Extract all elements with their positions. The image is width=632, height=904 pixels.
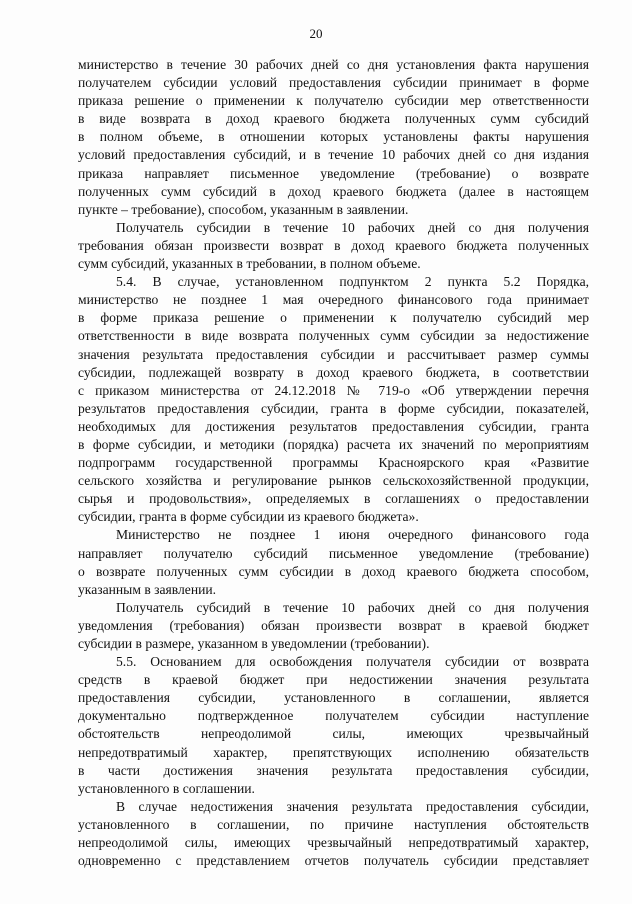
- paragraph-line: результатов предоставления субсидии, гранта в форме субсидии, показателей,: [78, 400, 589, 416]
- paragraph: [78, 526, 589, 598]
- paragraph-line: необходимых для достижения результатов предоставления субсидии, гранта: [78, 418, 589, 434]
- paragraph: [78, 56, 589, 219]
- paragraph-line: направляет получателю субсидий письменное уведомление (требование): [78, 545, 589, 561]
- paragraph-line: документально подтвержденное получателем субсидии наступление: [78, 708, 589, 724]
- paragraph-line: Получатель субсидий в течение 10 рабочих дней со дня получения: [116, 599, 589, 615]
- paragraph-line: министерство в течение 30 рабочих дней со дня установления факта нарушения: [78, 57, 589, 72]
- paragraph-line: указанным в заявлении.: [78, 581, 217, 597]
- paragraph-line: В случае недостижения значения результата предоставления субсидии,: [116, 798, 589, 814]
- paragraph-line: требования обязан произвести возврат в доход краевого бюджета полученных: [78, 237, 589, 253]
- paragraph: [78, 599, 589, 653]
- paragraph-line: сельского хозяйства и регулирование рынков сельскохозяйственной продукции,: [78, 473, 589, 489]
- paragraph-line: установленного в соглашении, по причине наступления обстоятельств: [78, 816, 589, 832]
- paragraph-line: в виде возврата в доход краевого бюджета полученных сумм субсидий: [78, 111, 589, 127]
- paragraph-line: ответственности в виде возврата полученных сумм субсидии за недостижение: [78, 328, 589, 344]
- paragraph-line: значения результата предоставления субсидии и рассчитывает размер суммы: [78, 346, 589, 362]
- paragraph: [78, 798, 589, 870]
- paragraph-line: субсидии, подлежащей возврату в доход краевого бюджета, в соответствии: [78, 364, 589, 380]
- page-number: 20: [309, 26, 323, 41]
- document-body: [78, 56, 589, 870]
- paragraph: [78, 653, 589, 798]
- paragraph-line: установленного в соглашении.: [78, 780, 255, 796]
- paragraph-line: министерство не позднее 1 мая очередного финансового года принимает: [78, 292, 589, 308]
- paragraph-line: в части достижения значения результата предоставления субсидии,: [78, 762, 589, 778]
- paragraph-line: в форме субсидии, и методики (порядка) расчета их значений по мероприятиям: [78, 436, 589, 452]
- paragraph-line: обстоятельств непреодолимой силы, имеющих чрезвычайный: [78, 726, 589, 742]
- paragraph-line: подпрограмм государственной программы Красноярского края «Развитие: [78, 455, 589, 471]
- paragraph-line: полученных сумм субсидий в доход краевого бюджета (далее в настоящем: [78, 183, 589, 199]
- paragraph-line: в полном объеме, в отношении которых установлены факты нарушения: [78, 129, 589, 145]
- paragraph: [78, 273, 589, 526]
- paragraph-line: Получатель субсидии в течение 10 рабочих дней со дня получения: [116, 219, 589, 235]
- paragraph-line: уведомления (требования) обязан произвести возврат в краевой бюджет: [78, 617, 589, 633]
- paragraph-line: условий предоставления субсидий, и в течение 10 рабочих дней со дня издания: [78, 147, 589, 163]
- paragraph-line: 5.4. В случае, установленном подпунктом 2 пункта 5.2 Порядка,: [116, 274, 589, 290]
- paragraph-line: приказа направляет письменное уведомление (требование) о возврате: [78, 165, 589, 181]
- paragraph: [78, 219, 589, 273]
- paragraph-line: Министерство не позднее 1 июня очередного финансового года: [116, 527, 589, 543]
- paragraph-line: субсидии, гранта в форме субсидии из краевого бюджета».: [78, 509, 419, 525]
- paragraph-line: средств в краевой бюджет при недостижении значения результата: [78, 672, 589, 688]
- paragraph-line: пункте – требование), способом, указанным в заявлении.: [78, 201, 409, 217]
- paragraph-line: с приказом министерства от 24.12.2018 № 719-о «Об утверждении перечня: [78, 382, 589, 398]
- paragraph-line: непредотвратимый характер, препятствующих исполнению обязательств: [78, 744, 589, 760]
- paragraph-line: субсидии в размере, указанном в уведомлении (требовании).: [78, 636, 430, 651]
- paragraph-line: сумм субсидий, указанных в требовании, в полном объеме.: [78, 256, 421, 272]
- paragraph-line: приказа решение о применении к получателю субсидии мер ответственности: [78, 93, 589, 109]
- paragraph-line: 5.5. Основанием для освобождения получателя субсидии от возврата: [116, 654, 589, 670]
- paragraph-line: непреодолимой силы, имеющих чрезвычайный непредотвратимый характер,: [78, 835, 589, 851]
- paragraph-line: одновременно с представлением отчетов получатель субсидии представляет: [78, 853, 589, 869]
- paragraph-line: о возврате полученных сумм субсидии в доход краевого бюджета способом,: [78, 563, 589, 579]
- paragraph-line: в форме приказа решение о применении к получателю субсидий мер: [78, 310, 589, 326]
- paragraph-line: предоставления субсидии, установленного в соглашении, является: [78, 690, 589, 706]
- paragraph-line: получателем субсидии условий предоставления субсидии принимает в форме: [78, 75, 589, 91]
- paragraph-line: сырья и продовольствия», определяемых в соглашениях о предоставлении: [78, 491, 589, 507]
